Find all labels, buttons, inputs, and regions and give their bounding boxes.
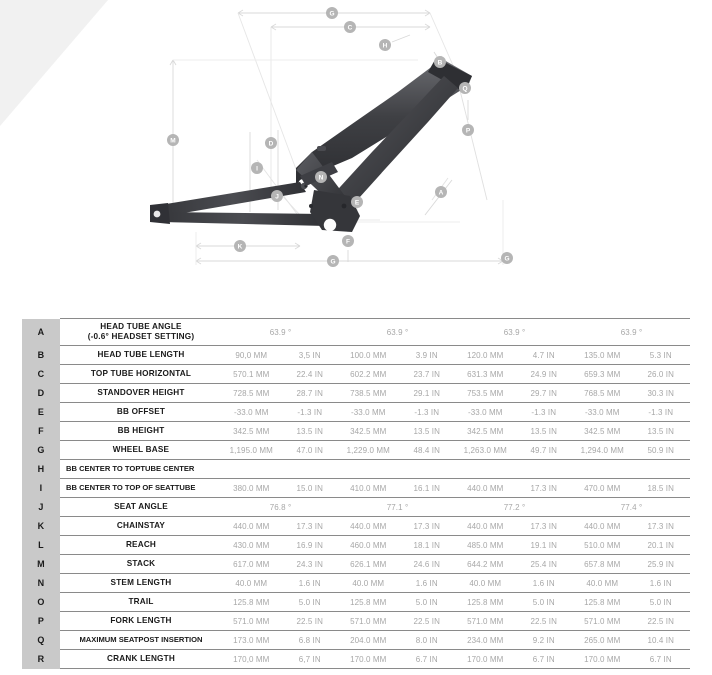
- svg-text:N: N: [318, 174, 324, 182]
- cell-in-size2: 6.7 IN: [398, 650, 457, 669]
- cell-in-size2: 5.0 IN: [398, 593, 457, 612]
- row-letter-c: C: [22, 365, 60, 384]
- cell-in-size3: 22.5 IN: [515, 612, 574, 631]
- cell-mm-size1: 440.0 MM: [222, 517, 281, 536]
- cell-in-size1: 6,7 IN: [281, 650, 340, 669]
- callout-B: [434, 56, 446, 68]
- cell-mm-size4: 510.0 MM: [573, 536, 632, 555]
- cell-in-size3: 24.9 IN: [515, 365, 574, 384]
- row-letter-p: P: [22, 612, 60, 631]
- cell-in-size1: 28.7 IN: [281, 384, 340, 403]
- cell-mm-size2: 410.0 MM: [339, 479, 398, 498]
- cell-mm-size4: 125.8 MM: [573, 593, 632, 612]
- cell-mm-size3: 440.0 MM: [456, 479, 515, 498]
- cell-in-size2: 18.1 IN: [398, 536, 457, 555]
- cell-in-size4: 17.3 IN: [632, 517, 691, 536]
- table-row: [22, 631, 690, 650]
- cell-mm-size2: 170.0 MM: [339, 650, 398, 669]
- cell-in-size2: 13.5 IN: [398, 422, 457, 441]
- row-label: WHEEL BASE: [60, 441, 222, 460]
- cell-in-size3: [515, 460, 574, 479]
- callout-Q: [459, 82, 471, 94]
- svg-text:F: F: [346, 238, 350, 246]
- table-row: [22, 346, 690, 365]
- row-label: BB CENTER TO TOP OF SEATTUBE: [60, 479, 222, 498]
- row-label: STEM LENGTH: [60, 574, 222, 593]
- row-label: REACH: [60, 536, 222, 555]
- cell-in-size2: 16.1 IN: [398, 479, 457, 498]
- cell-mm-size3: 644.2 MM: [456, 555, 515, 574]
- cell-mm-size4: 40.0 MM: [573, 574, 632, 593]
- cell-in-size3: 25.4 IN: [515, 555, 574, 574]
- cell-in-size4: [632, 460, 691, 479]
- cell-mm-size2: -33.0 MM: [339, 403, 398, 422]
- cell-in-size2: -1.3 IN: [398, 403, 457, 422]
- callout-P: [462, 124, 474, 136]
- cell-mm-size2: 204.0 MM: [339, 631, 398, 650]
- cell-mm-size3: 40.0 MM: [456, 574, 515, 593]
- cell-in-size1: 47.0 IN: [281, 441, 340, 460]
- cell-mm-size4: 342.5 MM: [573, 422, 632, 441]
- row-label-main: HEAD TUBE ANGLE: [100, 322, 182, 331]
- cell-mm-size3: 342.5 MM: [456, 422, 515, 441]
- table-row: [22, 441, 690, 460]
- cell-in-size2: 1.6 IN: [398, 574, 457, 593]
- table-row: [22, 479, 690, 498]
- svg-text:B: B: [437, 59, 443, 67]
- cell-in-size3: 49.7 IN: [515, 441, 574, 460]
- cell-in-size1: 13.5 IN: [281, 422, 340, 441]
- cell-in-size4: 18.5 IN: [632, 479, 691, 498]
- callout-N: [315, 171, 327, 183]
- callout-J: [271, 190, 283, 202]
- svg-text:Q: Q: [462, 85, 468, 93]
- cell-mm-size3: 234.0 MM: [456, 631, 515, 650]
- cell-mm-size1: 90,0 MM: [222, 346, 281, 365]
- cell-mm-size4: 440.0 MM: [573, 517, 632, 536]
- callout-A: [435, 186, 447, 198]
- cell-in-size1: 16.9 IN: [281, 536, 340, 555]
- cell-in-size3: 4.7 IN: [515, 346, 574, 365]
- cell-mm-size1: 342.5 MM: [222, 422, 281, 441]
- table-row: [22, 650, 690, 669]
- row-letter-e: E: [22, 403, 60, 422]
- row-letter-a: A: [22, 319, 60, 346]
- cell-mm-size2: 125.8 MM: [339, 593, 398, 612]
- row-letter-i: I: [22, 479, 60, 498]
- table-row: [22, 517, 690, 536]
- cell-mm-size3: 753.5 MM: [456, 384, 515, 403]
- cell-in-size3: 17.3 IN: [515, 517, 574, 536]
- cell-in-size4: 5.3 IN: [632, 346, 691, 365]
- cell-mm-size1: 40.0 MM: [222, 574, 281, 593]
- callout-M: [167, 134, 179, 146]
- cell-mm-size1: 1,195.0 MM: [222, 441, 281, 460]
- cell-in-size1: 1.6 IN: [281, 574, 340, 593]
- cell-mm-size2: [339, 460, 398, 479]
- cell-in-size1: 6.8 IN: [281, 631, 340, 650]
- svg-text:G: G: [504, 255, 510, 263]
- cell-in-size4: -1.3 IN: [632, 403, 691, 422]
- row-label: BB CENTER TO TOPTUBE CENTER: [60, 460, 222, 479]
- callout-C: [344, 21, 356, 33]
- cell-in-size3: -1.3 IN: [515, 403, 574, 422]
- row-label: BB HEIGHT: [60, 422, 222, 441]
- cell-angle-size2: 63.9 °: [339, 319, 456, 346]
- cell-mm-size1: 430.0 MM: [222, 536, 281, 555]
- cell-in-size1: 22.5 IN: [281, 612, 340, 631]
- cell-mm-size1: 380.0 MM: [222, 479, 281, 498]
- callout-F: [342, 235, 354, 247]
- svg-text:H: H: [382, 42, 388, 50]
- svg-text:D: D: [268, 140, 274, 148]
- row-letter-d: D: [22, 384, 60, 403]
- cell-mm-size4: 768.5 MM: [573, 384, 632, 403]
- bike-frame-silhouette: [150, 58, 472, 232]
- svg-text:J: J: [275, 193, 279, 201]
- cell-in-size4: 22.5 IN: [632, 612, 691, 631]
- cell-mm-size4: 571.0 MM: [573, 612, 632, 631]
- row-label: STANDOVER HEIGHT: [60, 384, 222, 403]
- cell-angle-size3: 63.9 °: [456, 319, 573, 346]
- row-label-sub: (-0.6° HEADSET SETTING): [87, 332, 195, 341]
- cell-mm-size4: 1,294.0 MM: [573, 441, 632, 460]
- cell-in-size3: 6.7 IN: [515, 650, 574, 669]
- cell-angle-size1: 63.9 °: [222, 319, 339, 346]
- row-label: CRANK LENGTH: [60, 650, 222, 669]
- cell-mm-size1: 728.5 MM: [222, 384, 281, 403]
- callout-G-right: [501, 252, 513, 264]
- row-label: MAXIMUM SEATPOST INSERTION: [60, 631, 222, 650]
- svg-text:K: K: [237, 243, 243, 251]
- cell-in-size3: 13.5 IN: [515, 422, 574, 441]
- row-letter-k: K: [22, 517, 60, 536]
- svg-text:P: P: [465, 127, 471, 135]
- svg-text:I: I: [256, 165, 258, 173]
- callout-D: [265, 137, 277, 149]
- cell-mm-size4: 659.3 MM: [573, 365, 632, 384]
- cell-mm-size1: -33.0 MM: [222, 403, 281, 422]
- cell-mm-size2: 602.2 MM: [339, 365, 398, 384]
- cell-mm-size3: 1,263.0 MM: [456, 441, 515, 460]
- row-label: TRAIL: [60, 593, 222, 612]
- table-row: [22, 365, 690, 384]
- cell-angle-size4: 77.4 °: [573, 498, 690, 517]
- table-row: [22, 422, 690, 441]
- cell-in-size4: 6.7 IN: [632, 650, 691, 669]
- row-letter-r: R: [22, 650, 60, 669]
- row-label: FORK LENGTH: [60, 612, 222, 631]
- cell-mm-size1: 170,0 MM: [222, 650, 281, 669]
- cell-mm-size2: 1,229.0 MM: [339, 441, 398, 460]
- cell-mm-size3: 631.3 MM: [456, 365, 515, 384]
- cell-in-size1: [281, 460, 340, 479]
- cell-in-size4: 1.6 IN: [632, 574, 691, 593]
- callout-E: [351, 196, 363, 208]
- cell-mm-size2: 460.0 MM: [339, 536, 398, 555]
- cell-in-size1: 24.3 IN: [281, 555, 340, 574]
- cell-mm-size3: -33.0 MM: [456, 403, 515, 422]
- row-letter-o: O: [22, 593, 60, 612]
- cell-in-size2: 22.5 IN: [398, 612, 457, 631]
- cell-mm-size1: 570.1 MM: [222, 365, 281, 384]
- row-label: BB OFFSET: [60, 403, 222, 422]
- cell-in-size4: 20.1 IN: [632, 536, 691, 555]
- svg-text:G: G: [330, 258, 336, 266]
- cell-mm-size1: 173.0 MM: [222, 631, 281, 650]
- cell-mm-size2: 40.0 MM: [339, 574, 398, 593]
- cell-mm-size4: 470.0 MM: [573, 479, 632, 498]
- cell-mm-size4: [573, 460, 632, 479]
- cell-in-size4: 30.3 IN: [632, 384, 691, 403]
- corner-wedge: [0, 0, 108, 126]
- cell-mm-size2: 738.5 MM: [339, 384, 398, 403]
- cell-mm-size3: 485.0 MM: [456, 536, 515, 555]
- cell-mm-size3: 170.0 MM: [456, 650, 515, 669]
- cell-mm-size1: [222, 460, 281, 479]
- cell-in-size3: 17.3 IN: [515, 479, 574, 498]
- cell-in-size1: -1.3 IN: [281, 403, 340, 422]
- table-row: [22, 612, 690, 631]
- cell-in-size2: 8.0 IN: [398, 631, 457, 650]
- cell-in-size4: 10.4 IN: [632, 631, 691, 650]
- cell-mm-size1: 125.8 MM: [222, 593, 281, 612]
- cell-in-size4: 25.9 IN: [632, 555, 691, 574]
- cell-in-size1: 5.0 IN: [281, 593, 340, 612]
- svg-text:G: G: [329, 10, 335, 18]
- cell-mm-size4: 265.0 MM: [573, 631, 632, 650]
- row-label: STACK: [60, 555, 222, 574]
- cell-in-size3: 1.6 IN: [515, 574, 574, 593]
- cell-mm-size3: 120.0 MM: [456, 346, 515, 365]
- cell-mm-size3: 125.8 MM: [456, 593, 515, 612]
- row-label: [60, 319, 222, 346]
- frame-geometry-diagram: [0, 0, 712, 300]
- table-row: [22, 555, 690, 574]
- cell-in-size3: 5.0 IN: [515, 593, 574, 612]
- table-row: [22, 319, 690, 346]
- table-row: [22, 593, 690, 612]
- cell-in-size2: 23.7 IN: [398, 365, 457, 384]
- cell-mm-size4: 657.8 MM: [573, 555, 632, 574]
- row-letter-h: H: [22, 460, 60, 479]
- row-label: SEAT ANGLE: [60, 498, 222, 517]
- row-letter-g: G: [22, 441, 60, 460]
- geometry-spec-table-container: [22, 318, 690, 669]
- cell-mm-size2: 440.0 MM: [339, 517, 398, 536]
- table-row: [22, 460, 690, 479]
- cell-in-size1: 17.3 IN: [281, 517, 340, 536]
- cell-in-size2: 48.4 IN: [398, 441, 457, 460]
- cell-mm-size3: 571.0 MM: [456, 612, 515, 631]
- cell-in-size2: 24.6 IN: [398, 555, 457, 574]
- cell-angle-size4: 63.9 °: [573, 319, 690, 346]
- row-letter-m: M: [22, 555, 60, 574]
- cell-in-size4: 50.9 IN: [632, 441, 691, 460]
- row-letter-j: J: [22, 498, 60, 517]
- cell-in-size2: 17.3 IN: [398, 517, 457, 536]
- row-letter-n: N: [22, 574, 60, 593]
- table-row: [22, 403, 690, 422]
- cell-in-size2: 29.1 IN: [398, 384, 457, 403]
- callout-H: [379, 39, 391, 51]
- svg-text:A: A: [438, 189, 444, 197]
- row-letter-l: L: [22, 536, 60, 555]
- svg-text:E: E: [354, 199, 360, 207]
- cell-in-size2: 3.9 IN: [398, 346, 457, 365]
- cell-in-size1: 3,5 IN: [281, 346, 340, 365]
- row-letter-f: F: [22, 422, 60, 441]
- cell-in-size4: 5.0 IN: [632, 593, 691, 612]
- row-letter-b: B: [22, 346, 60, 365]
- cell-in-size3: 29.7 IN: [515, 384, 574, 403]
- cell-angle-size3: 77.2 °: [456, 498, 573, 517]
- cell-in-size2: [398, 460, 457, 479]
- cell-mm-size2: 100.0 MM: [339, 346, 398, 365]
- cell-in-size4: 13.5 IN: [632, 422, 691, 441]
- table-row: [22, 498, 690, 517]
- table-row: [22, 574, 690, 593]
- cell-in-size3: 19.1 IN: [515, 536, 574, 555]
- svg-text:M: M: [170, 137, 176, 145]
- cell-mm-size2: 626.1 MM: [339, 555, 398, 574]
- cell-mm-size3: 440.0 MM: [456, 517, 515, 536]
- cell-mm-size2: 342.5 MM: [339, 422, 398, 441]
- cell-angle-size2: 77.1 °: [339, 498, 456, 517]
- cell-mm-size4: -33.0 MM: [573, 403, 632, 422]
- row-label: CHAINSTAY: [60, 517, 222, 536]
- cell-mm-size1: 571.0 MM: [222, 612, 281, 631]
- cell-mm-size3: [456, 460, 515, 479]
- cell-mm-size2: 571.0 MM: [339, 612, 398, 631]
- callout-K: [234, 240, 246, 252]
- cell-in-size3: 9.2 IN: [515, 631, 574, 650]
- cell-angle-size1: 76.8 °: [222, 498, 339, 517]
- callout-G-top: [326, 7, 338, 19]
- cell-in-size4: 26.0 IN: [632, 365, 691, 384]
- cell-mm-size1: 617.0 MM: [222, 555, 281, 574]
- svg-text:C: C: [347, 24, 353, 32]
- table-row: [22, 536, 690, 555]
- row-label: TOP TUBE HORIZONTAL: [60, 365, 222, 384]
- cell-in-size1: 22.4 IN: [281, 365, 340, 384]
- cell-mm-size4: 135.0 MM: [573, 346, 632, 365]
- cell-mm-size4: 170.0 MM: [573, 650, 632, 669]
- geometry-spec-table: [22, 318, 690, 669]
- row-label: HEAD TUBE LENGTH: [60, 346, 222, 365]
- cell-in-size1: 15.0 IN: [281, 479, 340, 498]
- callout-I: [251, 162, 263, 174]
- row-letter-q: Q: [22, 631, 60, 650]
- table-row: [22, 384, 690, 403]
- callout-G-bottom: [327, 255, 339, 267]
